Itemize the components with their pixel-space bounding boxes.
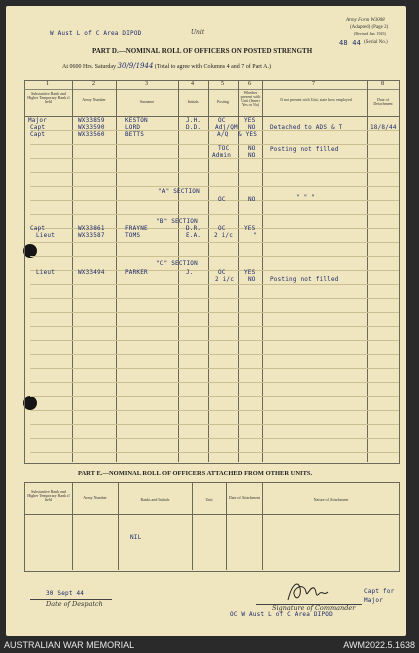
despatch-date: 30 Sept 44	[46, 590, 85, 597]
e-header-rank: Substantive Rank and Higher Temporary Rank if held	[27, 489, 70, 502]
col-header-surname: Surname	[139, 99, 155, 104]
cell-surname: FRAYNE	[125, 225, 148, 232]
archive-caption	[0, 639, 419, 653]
cell-army-number: WX33861	[78, 225, 105, 232]
cell-present: NO	[248, 196, 256, 203]
caption-right: AWM2022.5.1638	[343, 640, 415, 650]
part-d-title: PART D.—NOMINAL ROLL OF OFFICERS ON POSTED STRENGTH	[92, 47, 313, 55]
cell-posting: 2 i/c	[214, 232, 234, 239]
e-header-ranks-initials: Ranks and Initials	[140, 497, 170, 502]
cell-present: & YES	[238, 131, 258, 138]
form-line-3: (Revised Jan. 1943)	[354, 31, 386, 36]
cell-army-number: WX33587	[78, 232, 105, 239]
cell-initials: E.A.	[186, 232, 202, 239]
section-heading-b: "B" SECTION	[156, 218, 198, 225]
cell-rank: Major	[28, 117, 48, 124]
section-heading-a: "A" SECTION	[158, 188, 200, 195]
cell-army-number: WX33859	[78, 117, 105, 124]
col-header-date-detachment: Date of Detachment	[373, 97, 393, 106]
nil-entry: NIL	[130, 534, 142, 541]
at-prefix: At 0600 Hrs. Saturday	[62, 64, 116, 70]
cell-rank: Lieut	[36, 269, 56, 276]
cell-surname: KESTON	[125, 117, 148, 124]
part-e-title: PART E.—NOMINAL ROLL OF OFFICERS ATTACHED FROM OTHER UNITS.	[78, 470, 313, 477]
cell-posting: OC	[218, 225, 226, 232]
cell-initials: J.	[186, 269, 194, 276]
cell-present: YES	[244, 269, 256, 276]
cell-posting: TOC	[218, 145, 230, 152]
cell-rank: Capt	[30, 124, 46, 131]
section-heading-c: "C" SECTION	[156, 260, 198, 267]
cell-present: NO	[248, 124, 256, 131]
at-suffix: (Total to agree with Columns 4 and 7 of Part A.)	[154, 64, 271, 70]
cell-initials: D.D.	[186, 124, 202, 131]
col-number: 5	[221, 81, 224, 87]
e-header-army-number: Army Number	[83, 495, 107, 500]
signature-rank: Capt for Major	[364, 588, 395, 604]
e-header-date-attachment: Date of Attachment	[228, 495, 261, 500]
e-header-nature: Nature of Attachment	[313, 497, 349, 502]
cell-initials: D.R.	[186, 225, 202, 232]
cell-date-detachment: 18/8/44	[370, 124, 397, 131]
col-number: 3	[145, 81, 148, 87]
cell-army-number: WX33590	[78, 124, 105, 131]
cell-initials: J.H.	[186, 117, 202, 124]
cell-surname: BETTS	[125, 131, 145, 138]
cell-army-number: WX33494	[78, 269, 105, 276]
col-number: 1	[46, 81, 49, 87]
cell-employed: " " "	[296, 194, 316, 201]
cell-present: YES	[244, 225, 256, 232]
at-date: 30/9/1944	[117, 62, 154, 70]
col-header-initials: Initials	[187, 99, 199, 104]
cell-rank: Lieut	[36, 232, 56, 239]
cell-present: YES	[244, 117, 256, 124]
form-line-1: Army Form W3008	[346, 18, 385, 23]
serial-label: (Serial No.)	[364, 40, 388, 45]
cell-posting: OC	[218, 117, 226, 124]
despatch-label: Date of Despatch	[46, 600, 103, 608]
unit-typed: W Aust L of C Area DIPOD	[50, 30, 142, 37]
col-header-employed: If not present with Unit, state how employed	[280, 97, 352, 102]
cell-employed: Posting not filled	[270, 146, 339, 153]
cell-posting: OC	[218, 269, 226, 276]
col-header-rank: Substantive Rank and Higher Temporary Rank if held	[27, 91, 70, 104]
col-number: 6	[248, 81, 251, 87]
cell-present: NO	[248, 145, 256, 152]
signature-label: Signature of Commander	[272, 604, 356, 612]
caption-left: AUSTRALIAN WAR MEMORIAL	[4, 640, 135, 650]
at-line	[62, 62, 271, 70]
cell-posting: Adj/QM	[215, 124, 238, 131]
cell-rank: Capt	[30, 131, 46, 138]
cell-army-number: WX33560	[78, 131, 105, 138]
cell-posting: 2 i/c	[215, 276, 235, 283]
col-header-army-number: Army Number	[82, 97, 106, 102]
cell-employed: Posting not filled	[270, 276, 339, 283]
handwritten-signature	[284, 578, 332, 606]
cell-rank: Capt	[30, 225, 46, 232]
cell-surname: LORD	[125, 124, 141, 131]
cell-surname: PARKER	[125, 269, 148, 276]
cell-present: NO	[248, 152, 256, 159]
e-header-unit: Unit	[205, 497, 213, 502]
col-header-posting: Posting	[216, 99, 229, 104]
form-line-2: (Adapted) (Page 2)	[350, 25, 389, 30]
cell-posting: A/Q	[217, 131, 229, 138]
cell-present: NO	[248, 276, 256, 283]
col-number: 2	[92, 81, 95, 87]
serial-value: 48 44	[339, 39, 362, 47]
cell-surname: TOMS	[125, 232, 141, 239]
cell-employed: Detached to ADS & T	[270, 124, 343, 131]
col-header-present: Whether present with Unit (Insert Yes or No)	[240, 90, 261, 107]
cell-present: "	[253, 232, 257, 239]
cell-posting: OC	[218, 196, 226, 203]
signature-typed: OC W Aust L of C Area DIPOD	[230, 611, 333, 618]
unit-label: Unit	[191, 29, 205, 36]
col-number: 7	[312, 81, 315, 87]
col-number: 8	[381, 81, 384, 87]
document-page	[6, 6, 406, 636]
cell-posting: Admin	[212, 152, 232, 159]
col-number: 4	[191, 81, 194, 87]
